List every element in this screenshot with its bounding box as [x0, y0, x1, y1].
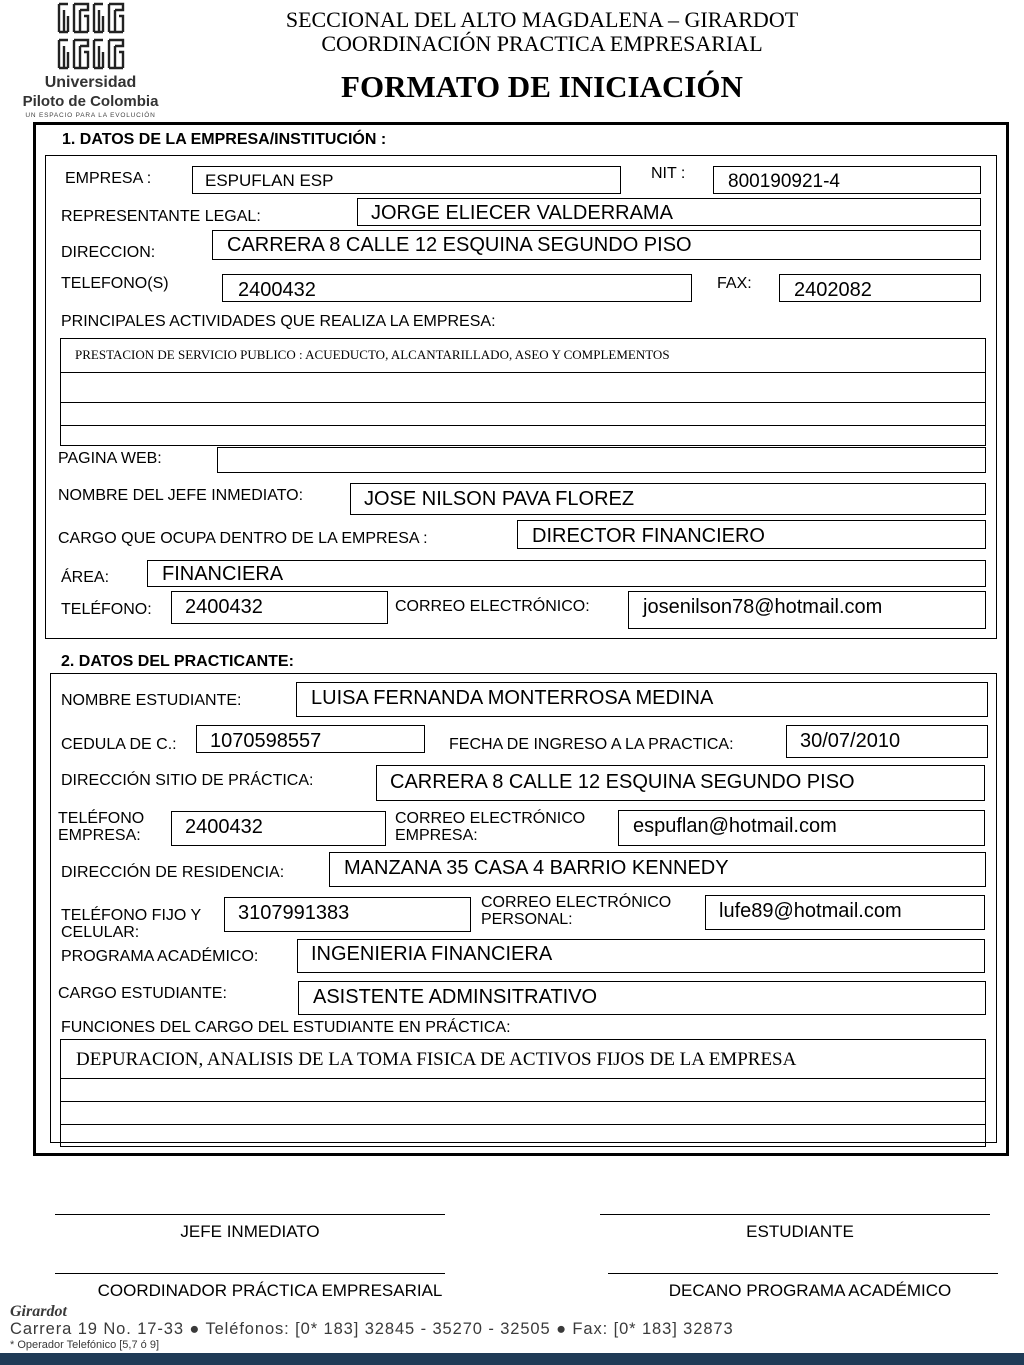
- cedula-label: CEDULA DE C.:: [61, 736, 177, 753]
- dir-sitio-value: CARRERA 8 CALLE 12 ESQUINA SEGUNDO PISO: [390, 771, 855, 793]
- web-label: PAGINA WEB:: [58, 450, 162, 467]
- correo-emp-label-1: CORREO ELECTRÓNICO: [395, 810, 586, 827]
- correo-label: CORREO ELECTRÓNICO:: [395, 598, 590, 615]
- fecha-label: FECHA DE INGRESO A LA PRACTICA:: [449, 736, 734, 753]
- telefono-value: 2400432: [238, 279, 316, 301]
- correo-emp-label-2: EMPRESA:: [395, 827, 478, 844]
- signature-jefe: JEFE INMEDIATO: [180, 1222, 320, 1241]
- page-title: FORMATO DE INICIACIÓN: [341, 69, 743, 104]
- footer-operator: * Operador Telefónico [5,7 ó 9]: [10, 1339, 160, 1351]
- dir-sitio-label: DIRECCIÓN SITIO DE PRÁCTICA:: [61, 772, 314, 789]
- nit-value: 800190921-4: [728, 171, 840, 192]
- footer-city: Girardot: [10, 1303, 67, 1320]
- header-line1: SECCIONAL DEL ALTO MAGDALENA – GIRARDOT: [285, 7, 799, 32]
- cargo-label: CARGO QUE OCUPA DENTRO DE LA EMPRESA :: [58, 530, 428, 547]
- jefe-label: NOMBRE DEL JEFE INMEDIATO:: [58, 487, 304, 504]
- programa-label: PROGRAMA ACADÉMICO:: [61, 948, 259, 965]
- signature-line-estudiante: [600, 1214, 990, 1215]
- cedula-value: 1070598557: [210, 730, 322, 752]
- actividades-label: PRINCIPALES ACTIVIDADES QUE REALIZA LA EMPRESA:: [61, 313, 496, 330]
- actividades-row-divider: [61, 425, 985, 426]
- university-logo-icon: [56, 2, 126, 70]
- signature-line-decano: [608, 1273, 998, 1274]
- direccion-label: DIRECCION:: [61, 244, 156, 261]
- fax-value: 2402082: [794, 279, 872, 301]
- funciones-row-divider: [61, 1124, 985, 1125]
- tel-fijo-label-1: TELÉFONO FIJO Y: [61, 907, 202, 924]
- funciones-label: FUNCIONES DEL CARGO DEL ESTUDIANTE EN PRÁCTICA:: [61, 1019, 511, 1036]
- funciones-value: DEPURACION, ANALISIS DE LA TOMA FISICA DE ACTIVOS FIJOS DE LA EMPRESA: [76, 1049, 797, 1070]
- tel-emp-label-1: TELÉFONO: [58, 810, 145, 827]
- tel-emp-label-2: EMPRESA:: [58, 827, 141, 844]
- tel-value: 2400432: [185, 596, 263, 618]
- header-line2: COORDINACIÓN PRACTICA EMPRESARIAL: [321, 31, 763, 56]
- dir-res-label: DIRECCIÓN DE RESIDENCIA:: [61, 864, 285, 881]
- representante-label: REPRESENTANTE LEGAL:: [61, 208, 261, 225]
- signature-estudiante: ESTUDIANTE: [746, 1222, 854, 1241]
- jefe-value: JOSE NILSON PAVA FLOREZ: [364, 488, 635, 510]
- correo-per-label-1: CORREO ELECTRÓNICO: [481, 894, 672, 911]
- university-logo: [18, 2, 163, 122]
- signature-coordinador: COORDINADOR PRÁCTICA EMPRESARIAL: [97, 1281, 443, 1300]
- telefono-label: TELEFONO(S): [61, 275, 169, 292]
- area-value: FINANCIERA: [162, 563, 284, 585]
- nombre-label: NOMBRE ESTUDIANTE:: [61, 692, 242, 709]
- area-label: ÁREA:: [61, 569, 110, 586]
- actividades-row-divider: [61, 402, 985, 403]
- nombre-value: LUISA FERNANDA MONTERROSA MEDINA: [311, 687, 714, 709]
- fax-label: FAX:: [717, 275, 752, 292]
- cargo-est-label: CARGO ESTUDIANTE:: [58, 985, 227, 1002]
- dir-res-value: MANZANA 35 CASA 4 BARRIO KENNEDY: [344, 857, 729, 879]
- actividades-value: PRESTACION DE SERVICIO PUBLICO : ACUEDUCTO, ALCANTARILLADO, ASEO Y COMPLEMENTOS: [75, 347, 670, 362]
- signature-decano: DECANO PROGRAMA ACADÉMICO: [668, 1281, 952, 1300]
- correo-emp-value: espuflan@hotmail.com: [633, 815, 837, 837]
- section2-title: 2. DATOS DEL PRACTICANTE:: [61, 653, 294, 670]
- funciones-row-divider: [61, 1078, 985, 1079]
- tel-fijo-label-2: CELULAR:: [61, 924, 140, 941]
- cargo-value: DIRECTOR FINANCIERO: [532, 525, 765, 547]
- logo-name-line2: Piloto de Colombia: [22, 93, 159, 110]
- nit-label: NIT :: [651, 165, 686, 182]
- funciones-row-divider: [61, 1101, 985, 1102]
- logo-slogan: UN ESPACIO PARA LA EVOLUCIÓN: [25, 112, 156, 119]
- tel-fijo-value: 3107991383: [238, 902, 350, 924]
- logo-name-line1: Universidad: [44, 74, 137, 91]
- representante-value: JORGE ELIECER VALDERRAMA: [371, 202, 673, 224]
- footer-address: Carrera 19 No. 17-33 ● Teléfonos: [0* 183] 32845 - 35270 - 32505 ● Fax: [0* 183] 32873: [10, 1320, 734, 1338]
- web-field[interactable]: [217, 447, 986, 473]
- signature-line-jefe: [55, 1214, 445, 1215]
- tel-emp-value: 2400432: [185, 816, 263, 838]
- empresa-value: ESPUFLAN ESP: [205, 171, 334, 190]
- signature-line-coordinador: [55, 1273, 445, 1274]
- programa-value: INGENIERIA FINANCIERA: [311, 943, 553, 965]
- direccion-value: CARRERA 8 CALLE 12 ESQUINA SEGUNDO PISO: [227, 234, 692, 256]
- fecha-value: 30/07/2010: [800, 730, 901, 752]
- correo-per-label-2: PERSONAL:: [481, 911, 573, 928]
- footer-bar: [0, 1353, 1024, 1365]
- tel-label: TELÉFONO:: [61, 601, 152, 618]
- correo-value: josenilson78@hotmail.com: [643, 596, 883, 618]
- section1-title: 1. DATOS DE LA EMPRESA/INSTITUCIÓN :: [62, 131, 387, 148]
- correo-per-value: lufe89@hotmail.com: [719, 900, 902, 922]
- cargo-est-value: ASISTENTE ADMINSITRATIVO: [313, 986, 598, 1008]
- actividades-row-divider: [61, 372, 985, 373]
- empresa-label: EMPRESA :: [65, 170, 152, 187]
